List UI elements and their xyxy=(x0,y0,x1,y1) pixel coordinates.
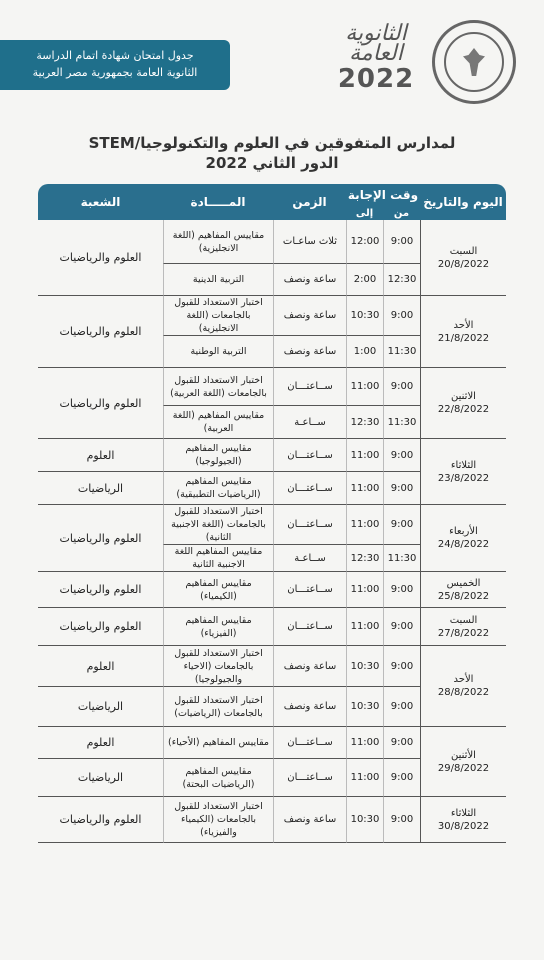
subject-cell: مقاييس المفاهيم (الأحياء) xyxy=(163,727,273,759)
ministry-seal-icon xyxy=(432,20,516,104)
table-row xyxy=(38,646,506,687)
duration-cell: ســاعـة xyxy=(273,406,346,439)
header-answer-time: وقت الإجابة xyxy=(346,184,420,206)
subject-cell: اختبار الاستعداد للقبول بالجامعات (اللغة الانجليزية) xyxy=(163,296,273,336)
exam-schedule-table xyxy=(38,184,506,843)
header-duration: الزمن xyxy=(273,184,346,220)
table-row xyxy=(38,797,506,843)
subject-cell: اختبار الاستعداد للقبول بالجامعات (الرياضيات) xyxy=(163,687,273,727)
table-row xyxy=(38,572,506,608)
exam-date: 27/8/2022 xyxy=(437,627,490,639)
table-row xyxy=(38,220,506,264)
day-date-cell xyxy=(420,296,506,368)
header-branch: الشعبة xyxy=(38,184,163,220)
time-to: 10:30 xyxy=(346,296,383,336)
day-date-cell xyxy=(420,727,506,797)
table-row xyxy=(38,439,506,472)
thanaweya-logo xyxy=(336,21,416,94)
time-from: 9:00 xyxy=(383,296,420,336)
duration-cell: ســاعـة xyxy=(273,545,346,572)
duration-cell: ساعة ونصف xyxy=(273,336,346,368)
branch-cell: العلوم والرياضيات xyxy=(38,608,163,646)
duration-cell: ساعة ونصف xyxy=(273,646,346,687)
time-to: 10:30 xyxy=(346,797,383,843)
time-from: 9:00 xyxy=(383,439,420,472)
duration-cell: ساعة ونصف xyxy=(273,797,346,843)
day-name: السبت xyxy=(449,614,478,626)
subject-cell: مقاييس المفاهيم (الرياضيات التطبيقية) xyxy=(163,472,273,505)
time-from: 9:00 xyxy=(383,608,420,646)
time-to: 12:00 xyxy=(346,220,383,264)
time-from: 9:00 xyxy=(383,505,420,545)
exam-date: 30/8/2022 xyxy=(437,820,490,832)
time-to: 12:30 xyxy=(346,406,383,439)
time-from: 9:00 xyxy=(383,797,420,843)
subject-cell: مقاييس المفاهيم (الجيولوجيا) xyxy=(163,439,273,472)
time-to: 11:00 xyxy=(346,759,383,797)
branch-cell: الرياضيات xyxy=(38,472,163,505)
banner-line-1: جدول امتحان شهادة اتمام الدراسة xyxy=(36,49,194,62)
header-subject: المـــــادة xyxy=(163,184,273,220)
day-date-cell xyxy=(420,572,506,608)
time-to: 2:00 xyxy=(346,264,383,296)
exam-date: 22/8/2022 xyxy=(437,404,490,415)
table-row xyxy=(38,727,506,759)
time-from: 11:30 xyxy=(383,336,420,368)
day-date-cell xyxy=(420,220,506,296)
exam-date: 29/8/2022 xyxy=(437,762,490,774)
time-to: 11:00 xyxy=(346,505,383,545)
exam-date: 25/8/2022 xyxy=(437,590,490,602)
time-from: 9:00 xyxy=(383,687,420,727)
table-row xyxy=(38,608,506,646)
time-to: 11:00 xyxy=(346,472,383,505)
branch-cell: الرياضيات xyxy=(38,687,163,727)
table-row xyxy=(38,296,506,336)
duration-cell: ســاعتـــان xyxy=(273,727,346,759)
time-to: 10:30 xyxy=(346,687,383,727)
subject-cell: مقاييس المفاهيم اللغة الاجنبية الثانية xyxy=(163,545,273,572)
time-from: 9:00 xyxy=(383,759,420,797)
branch-cell: العلوم xyxy=(38,646,163,687)
duration-cell: ساعة ونصف xyxy=(273,687,346,727)
banner-line-2: الثانوية العامة بجمهورية مصر العربية xyxy=(32,66,198,79)
subject-cell: اختبار الاستعداد للقبول بالجامعات (الكيمياء والفيزياء) xyxy=(163,797,273,843)
branch-cell: العلوم والرياضيات xyxy=(38,505,163,572)
time-from: 9:00 xyxy=(383,368,420,406)
branch-cell: العلوم والرياضيات xyxy=(38,220,163,296)
day-date-cell xyxy=(420,797,506,843)
time-from: 9:00 xyxy=(383,727,420,759)
duration-cell: ســاعتـــان xyxy=(273,368,346,406)
duration-cell: ســاعتـــان xyxy=(273,608,346,646)
day-name: الثلاثاء xyxy=(450,459,477,471)
branch-cell: الرياضيات xyxy=(38,759,163,797)
exam-date: 23/8/2022 xyxy=(437,472,490,484)
header-to: إلى xyxy=(346,206,383,220)
day-date-cell xyxy=(420,608,506,646)
duration-cell: ساعة ونصف xyxy=(273,296,346,336)
time-to: 11:00 xyxy=(346,368,383,406)
duration-cell: ســاعتـــان xyxy=(273,439,346,472)
header-banner xyxy=(0,40,230,90)
day-name: الاثنين xyxy=(451,391,476,402)
branch-cell: العلوم والرياضيات xyxy=(38,797,163,843)
duration-cell: ساعة ونصف xyxy=(273,264,346,296)
schedule-body xyxy=(38,220,506,843)
exam-date: 24/8/2022 xyxy=(437,539,490,550)
subject-cell: مقاييس المفاهيم (اللغة الانجليزية) xyxy=(163,220,273,264)
day-date-cell xyxy=(420,368,506,439)
duration-cell: ســاعتـــان xyxy=(273,505,346,545)
exam-date: 20/8/2022 xyxy=(437,258,490,270)
subject-cell: مقاييس المفاهيم (الفيزياء) xyxy=(163,608,273,646)
time-from: 12:30 xyxy=(383,264,420,296)
branch-cell: العلوم والرياضيات xyxy=(38,368,163,439)
time-to: 11:00 xyxy=(346,439,383,472)
time-from: 9:00 xyxy=(383,646,420,687)
duration-cell: ســاعتـــان xyxy=(273,572,346,608)
subject-cell: مقاييس المفاهيم (اللغة العربية) xyxy=(163,406,273,439)
page-title: لمدارس المتفوقين في العلوم والتكنولوجيا/STEM xyxy=(88,134,456,152)
day-name: الأحد xyxy=(453,674,474,685)
day-name: الأحد xyxy=(453,319,474,331)
duration-cell: ســاعتـــان xyxy=(273,759,346,797)
page-subtitle: الدور الثاني 2022 xyxy=(205,154,339,172)
subject-cell: اختبار الاستعداد للقبول بالجامعات (اللغة العربية) xyxy=(163,368,273,406)
subject-cell: التربية الدينية xyxy=(163,264,273,296)
branch-cell: العلوم xyxy=(38,727,163,759)
branch-cell: العلوم والرياضيات xyxy=(38,296,163,368)
exam-date: 21/8/2022 xyxy=(437,332,490,344)
time-to: 11:00 xyxy=(346,727,383,759)
logo-arabic-text: الثانوية العامة xyxy=(345,21,407,66)
header-day-date: اليوم والتاريخ xyxy=(420,184,506,220)
duration-cell: ثلاث ساعـات xyxy=(273,220,346,264)
time-from: 9:00 xyxy=(383,572,420,608)
exam-date: 28/8/2022 xyxy=(437,687,490,698)
time-from: 9:00 xyxy=(383,220,420,264)
day-date-cell xyxy=(420,646,506,727)
day-name: الخميس xyxy=(446,577,481,589)
time-from: 11:30 xyxy=(383,545,420,572)
duration-cell: ســاعتـــان xyxy=(273,472,346,505)
time-to: 11:00 xyxy=(346,608,383,646)
time-from: 9:00 xyxy=(383,472,420,505)
subject-cell: التربية الوطنية xyxy=(163,336,273,368)
subject-cell: مقاييس المفاهيم (الرياضيات البحتة) xyxy=(163,759,273,797)
time-to: 11:00 xyxy=(346,572,383,608)
time-to: 12:30 xyxy=(346,545,383,572)
day-name: السبت xyxy=(449,245,478,257)
day-name: الأثنين xyxy=(451,749,476,761)
day-date-cell xyxy=(420,439,506,505)
header-from: من xyxy=(383,206,420,220)
branch-cell: العلوم والرياضيات xyxy=(38,572,163,608)
day-name: الثلاثاء xyxy=(450,807,477,819)
logo-year: 2022 xyxy=(337,64,415,94)
subject-cell: مقاييس المفاهيم (الكيمياء) xyxy=(163,572,273,608)
time-to: 1:00 xyxy=(346,336,383,368)
table-row xyxy=(38,505,506,545)
time-from: 11:30 xyxy=(383,406,420,439)
subject-cell: اختبار الاستعداد للقبول بالجامعات (اللغة الاجنبية الثانية) xyxy=(163,505,273,545)
subject-cell: اختبار الاستعداد للقبول بالجامعات (الاحياء والجيولوجيا) xyxy=(163,646,273,687)
table-row xyxy=(38,368,506,406)
branch-cell: العلوم xyxy=(38,439,163,472)
day-date-cell xyxy=(420,505,506,572)
time-to: 10:30 xyxy=(346,646,383,687)
day-name: الأربعاء xyxy=(449,526,478,537)
